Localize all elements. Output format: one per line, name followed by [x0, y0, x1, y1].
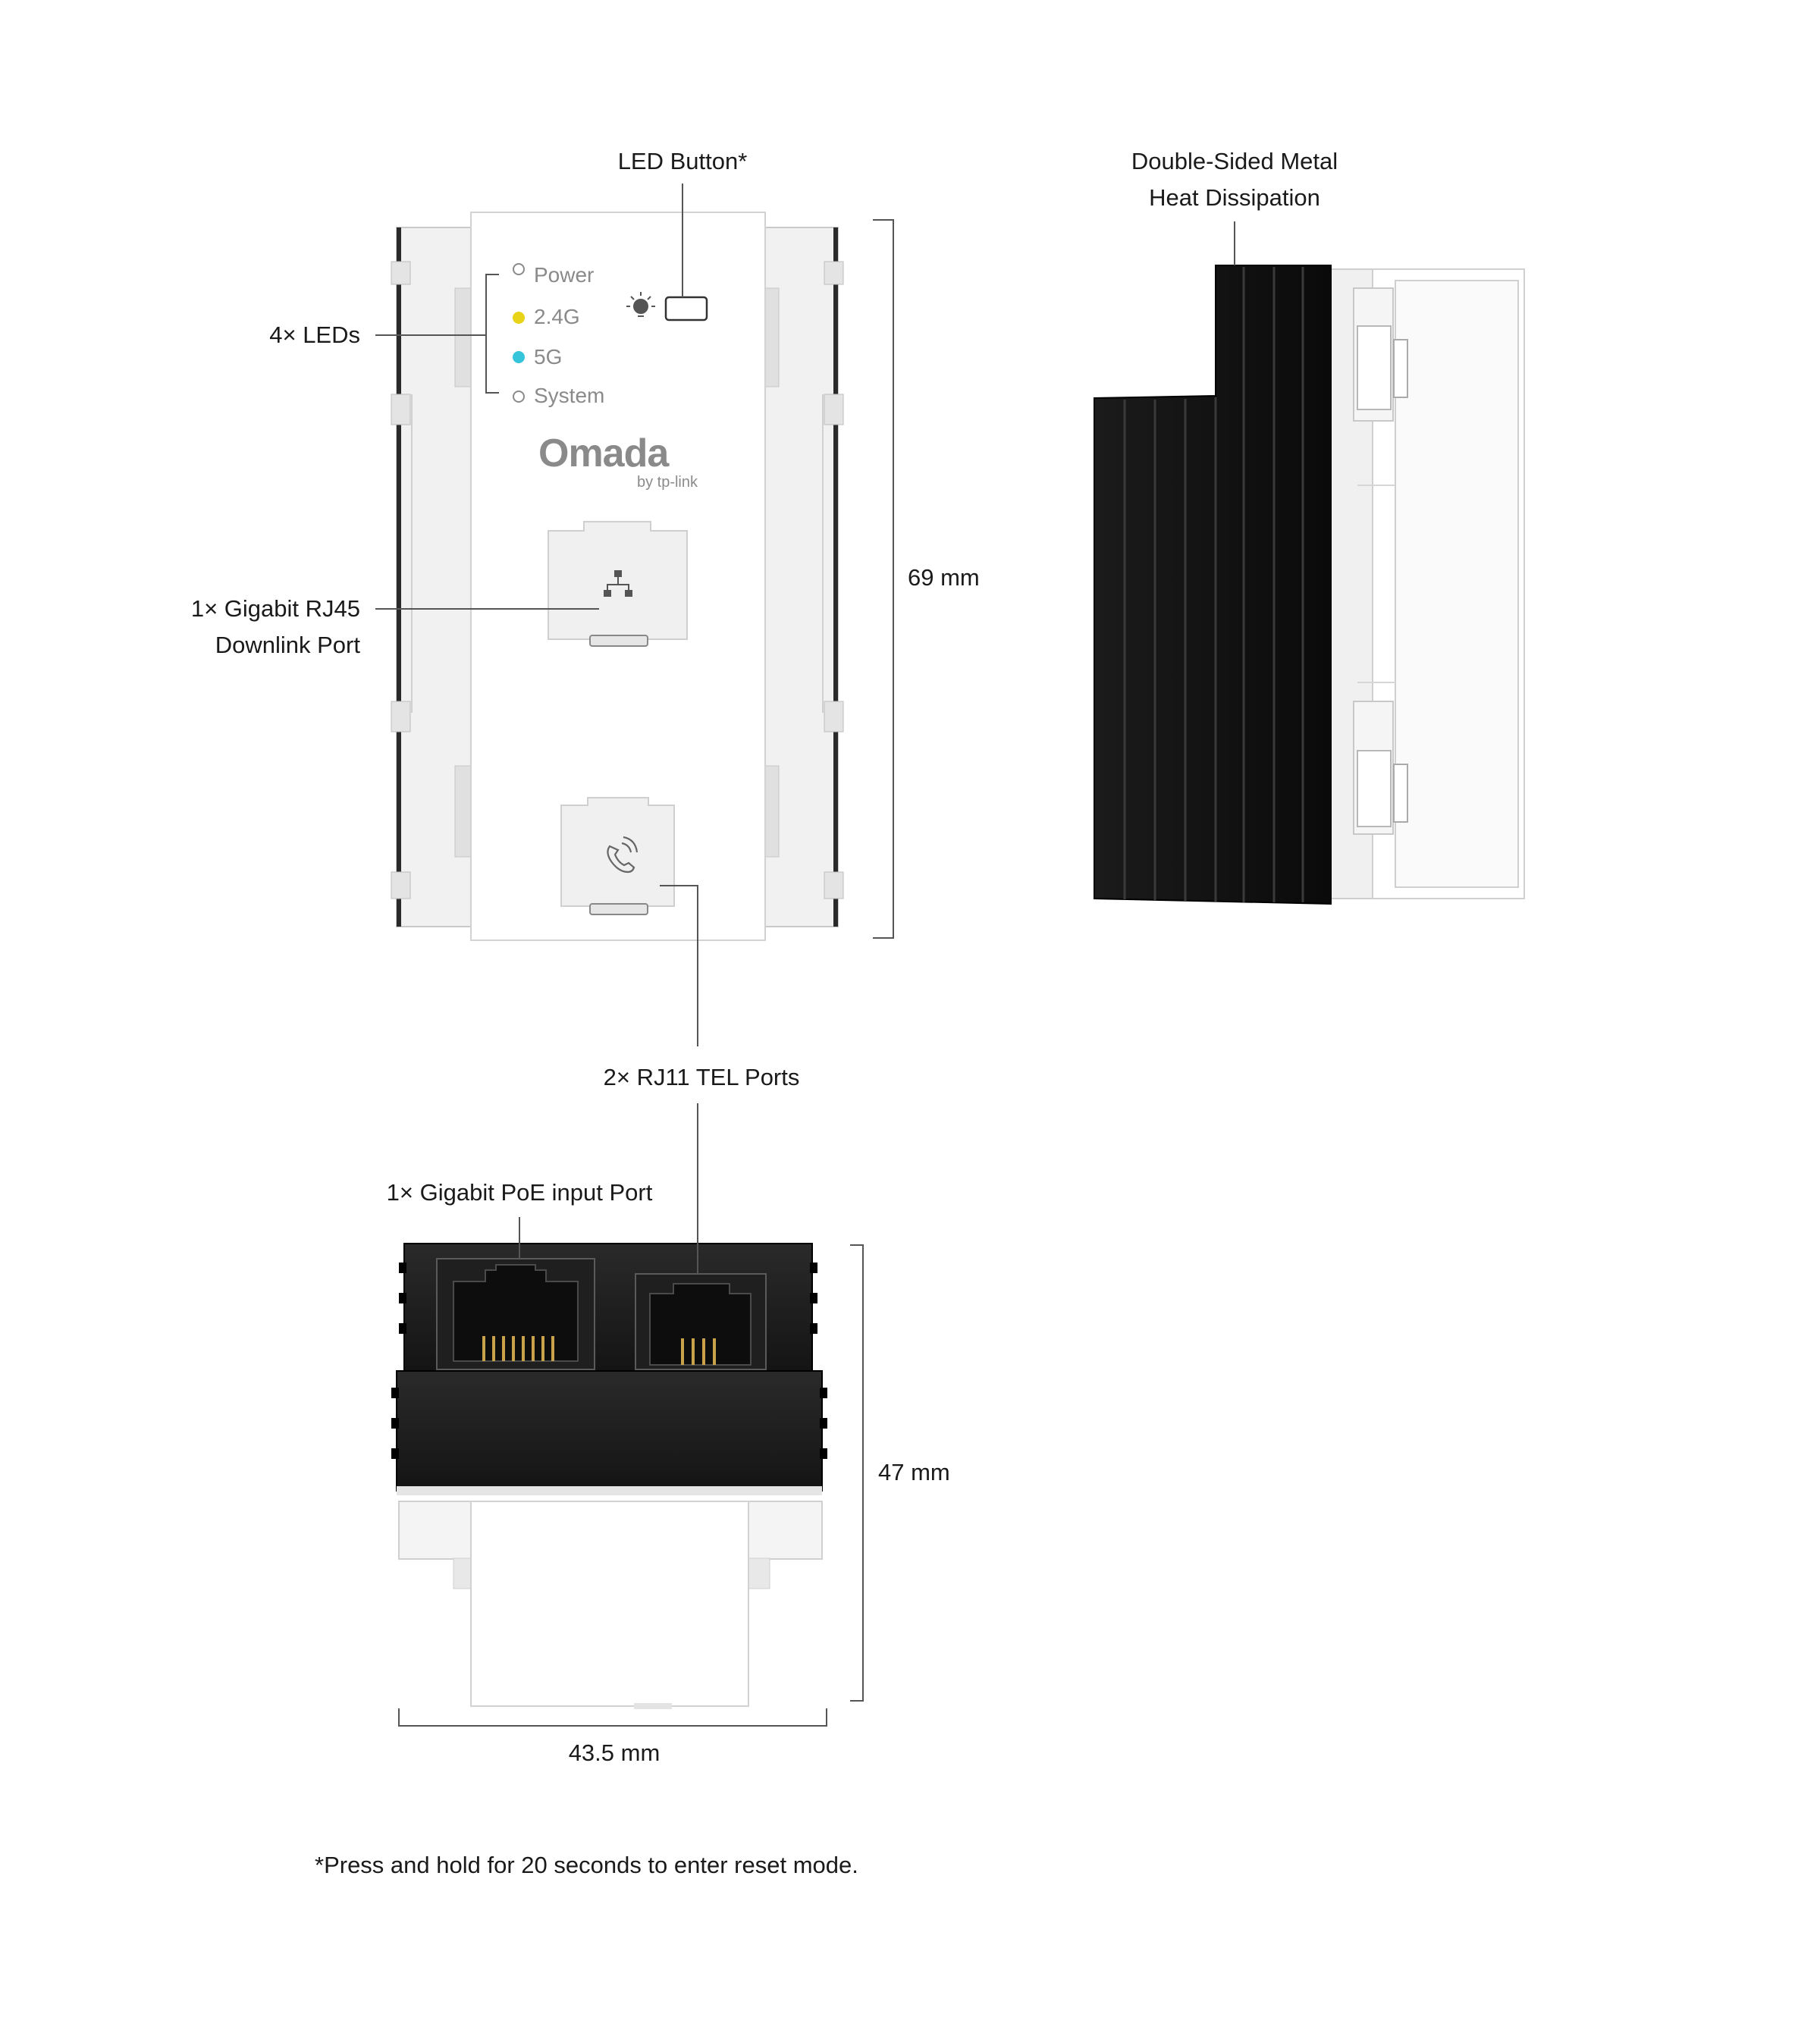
footnote: *Press and hold for 20 seconds to enter reset mode.	[315, 1852, 858, 1878]
side-view	[1094, 221, 1524, 904]
label-width-bottom: 43.5 mm	[568, 1739, 661, 1766]
label-led-button: LED Button*	[617, 148, 748, 174]
label-height-front: 69 mm	[908, 564, 980, 591]
led-power	[513, 263, 525, 275]
label-heat-2: Heat Dissipation	[1149, 184, 1320, 211]
led-label-system: System	[534, 384, 605, 407]
rj11-tel-port	[561, 798, 674, 914]
led-5g	[513, 351, 525, 363]
rj11-port-bottom	[635, 1274, 766, 1369]
omada-logo	[538, 431, 698, 491]
front-view	[375, 184, 893, 1046]
label-heat-1: Double-Sided Metal	[1131, 148, 1338, 174]
led-system	[513, 391, 525, 403]
label-poe-port: 1× Gigabit PoE input Port	[386, 1179, 653, 1206]
led-label-2-4g: 2.4G	[534, 305, 580, 328]
label-4-leds: 4× LEDs	[269, 322, 360, 348]
label-height-bottom: 47 mm	[878, 1459, 950, 1485]
brand-sub: by tp-link	[636, 474, 698, 491]
rj45-downlink-port	[548, 522, 687, 646]
led-label-power: Power	[534, 263, 595, 287]
led-2-4g	[513, 312, 525, 324]
led-label-5g: 5G	[534, 345, 563, 369]
label-tel-ports: 2× RJ11 TEL Ports	[603, 1064, 800, 1090]
brand-name: Omada	[538, 431, 669, 475]
rj45-poe-port	[437, 1259, 595, 1369]
label-downlink-2: Downlink Port	[215, 632, 360, 658]
label-downlink-1: 1× Gigabit RJ45	[190, 595, 360, 622]
